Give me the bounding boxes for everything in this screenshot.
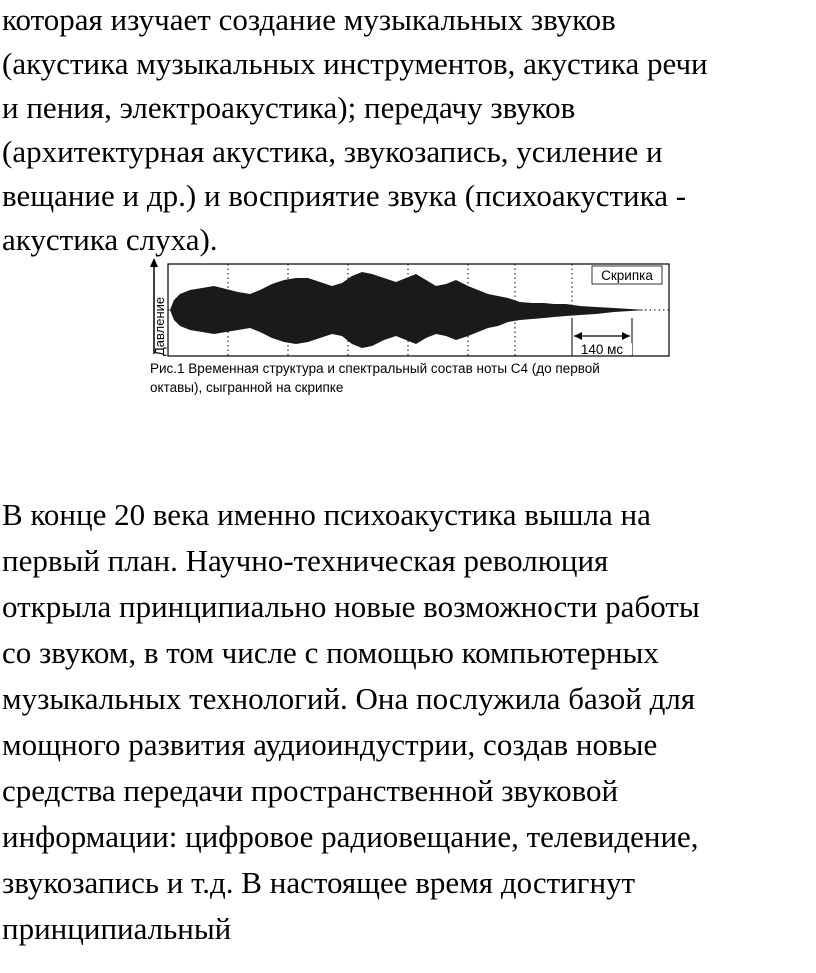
figure-caption-line-2: октавы), сыгранной на скрипке [150, 380, 344, 395]
waveform-plot [140, 256, 680, 361]
figure-violin-waveform [140, 256, 680, 406]
paragraph-intro: которая изучает создание музыкальных звуков (акустика музыкальных инструментов, акустика речи и пения, электроакустика); передачу звуков (архитектурная акустика, звукозапись, усиление и вещание и др.) и восприятие звука (психоакустика - акустика слуха). [2, 2, 708, 257]
figure-caption-line-1: Рис.1 Временная структура и спектральный состав ноты С4 (до первой [150, 361, 600, 376]
paragraph-psychoacoustics: В конце 20 века именно психоакустика вышла на первый план. Научно-техническая революция открыла принципиально новые возможности работы со звуком, в том числе с помощью компьютерных музыкальных технологий. Она послужила базой для мощного развития аудиоиндустрии, создав новые средства передачи пространственной звуковой информации: цифровое радиовещание, телевидение, звукозапись и т.д. В настоящее время достигнут принципиальный [2, 497, 700, 946]
instrument-label: Скрипка [601, 268, 653, 283]
duration-label: 140 мс [580, 342, 624, 357]
y-axis-label: Давление [152, 296, 167, 356]
y-axis-arrow-icon [150, 258, 158, 267]
